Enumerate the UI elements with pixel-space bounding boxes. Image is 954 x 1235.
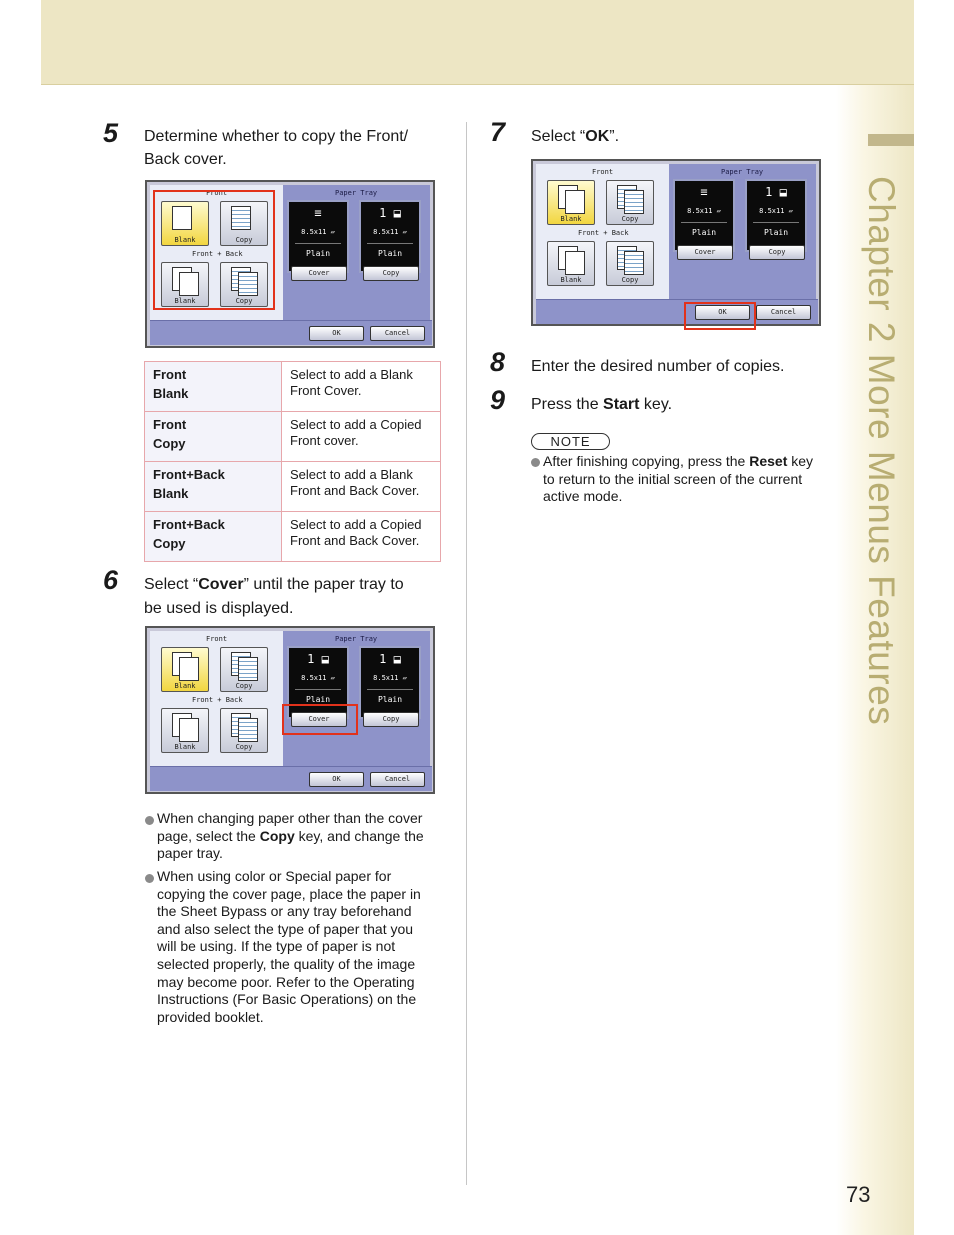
tray-divider xyxy=(367,243,413,244)
front-back-label: Front + Back xyxy=(192,696,243,704)
screenshot-step-6 xyxy=(145,626,435,794)
step-7-pre: Select “ xyxy=(531,128,586,145)
screenshot-step-5 xyxy=(145,180,435,348)
value-line-2: Front Cover. xyxy=(290,383,362,398)
tray-2[interactable] xyxy=(359,646,421,719)
copy-keyword: Copy xyxy=(259,827,295,844)
note-line: to return to the initial screen of the current xyxy=(543,470,803,487)
table-value xyxy=(282,412,441,462)
tray-icon: 1 ⬓ xyxy=(379,206,401,220)
copy-button[interactable]: Copy xyxy=(363,712,419,727)
step-7-text xyxy=(531,125,619,148)
bullet-text xyxy=(145,868,445,1026)
step-9-text xyxy=(531,393,672,416)
tray-type: Plain xyxy=(691,228,717,237)
tray-divider xyxy=(367,689,413,690)
copy-page-icon xyxy=(238,657,258,681)
step-9-start-keyword: Start xyxy=(603,396,640,413)
step-6-post: ” until the paper tray to xyxy=(243,576,404,593)
bullet-line: When changing paper other than the cover xyxy=(157,810,423,826)
tray-type: Plain xyxy=(763,228,789,237)
tile-label: Copy xyxy=(621,276,639,284)
value-line-1: Select to add a Blank xyxy=(290,367,413,382)
key-line-2: Copy xyxy=(153,436,186,451)
bullet-change-paper xyxy=(145,810,445,863)
reset-keyword: Reset xyxy=(749,453,788,469)
value-line-2: Front cover. xyxy=(290,433,359,448)
bullet-line: the Sheet Bypass or any tray beforehand xyxy=(157,903,412,920)
tray-type: Plain xyxy=(305,695,331,704)
table-key xyxy=(145,412,282,462)
table-value xyxy=(282,362,441,412)
ok-button[interactable]: OK xyxy=(309,326,364,341)
tray-size: 8.5x11 ▱ xyxy=(687,207,721,215)
paper-tray-panel xyxy=(283,185,430,320)
bullet-line: When using color or Special paper for xyxy=(157,868,392,884)
step-8-number: 8 xyxy=(490,347,506,377)
screen-footer xyxy=(150,766,432,791)
tile-label: Copy xyxy=(235,682,253,690)
step-6-number: 6 xyxy=(103,565,119,595)
cover-button[interactable]: Cover xyxy=(291,712,347,727)
step-9-post: key. xyxy=(639,396,673,413)
tray-2[interactable] xyxy=(745,179,807,252)
bullet-line: copying the cover page, place the paper in xyxy=(157,885,421,902)
tile-label: Blank xyxy=(560,276,582,284)
screen-footer xyxy=(536,299,818,324)
step-7-number: 7 xyxy=(490,117,506,147)
highlight-cover-button xyxy=(282,704,358,735)
cancel-button[interactable]: Cancel xyxy=(370,326,425,341)
front-back-label: Front + Back xyxy=(578,229,629,237)
bullet-line: and also select the type of paper that you xyxy=(157,920,414,937)
bullet-line: key, and change the xyxy=(294,827,424,844)
bullet-text xyxy=(145,810,445,863)
cover-button[interactable]: Cover xyxy=(677,245,733,260)
blank-page-icon xyxy=(179,657,199,681)
note-badge: NOTE xyxy=(531,433,610,450)
front-copy-tile[interactable] xyxy=(606,180,654,225)
bullet-special-paper xyxy=(145,868,445,1026)
copy-button[interactable]: Copy xyxy=(749,245,805,260)
note-line: key xyxy=(787,453,814,469)
value-line-2: Front and Back Cover. xyxy=(290,483,420,498)
key-line-1: Front xyxy=(153,367,187,382)
bullet-line: will be using. If the type of paper is not xyxy=(157,938,396,955)
front-back-label: Front + Back xyxy=(192,250,243,258)
copy-page-icon xyxy=(624,190,644,214)
tray-1[interactable] xyxy=(287,200,349,273)
step-6-line-2: be used is displayed. xyxy=(144,600,294,617)
step-5-text xyxy=(144,125,408,171)
tray-icon: 1 ⬓ xyxy=(765,185,787,199)
tile-label: Blank xyxy=(174,743,196,751)
tray-icon: 1 ⬓ xyxy=(379,652,401,666)
step-7-post: ”. xyxy=(609,128,620,145)
tray-divider xyxy=(753,222,799,223)
tray-size: 8.5x11 ▱ xyxy=(373,228,407,236)
step-5-line-1: Determine whether to copy the Front/ xyxy=(144,128,409,145)
step-6-cover-keyword: Cover xyxy=(198,576,244,593)
step-5-number: 5 xyxy=(103,118,119,148)
highlight-cover-options xyxy=(153,190,275,310)
blank-page-icon xyxy=(179,718,199,742)
column-divider xyxy=(466,122,467,1185)
value-line-1: Select to add a Copied xyxy=(290,417,422,432)
tile-label: Copy xyxy=(235,236,253,244)
table-value xyxy=(282,512,441,562)
step-9-pre: Press the xyxy=(531,396,604,413)
cover-button[interactable]: Cover xyxy=(291,266,347,281)
front-back-blank-tile[interactable] xyxy=(547,241,595,286)
chapter-title-text: Chapter 2 More Menus Features xyxy=(861,176,902,726)
front-blank-tile[interactable] xyxy=(161,647,209,692)
cover-options-panel xyxy=(536,164,669,299)
blank-page-icon xyxy=(565,190,585,214)
key-line-2: Blank xyxy=(153,386,189,401)
key-line-1: Front+Back xyxy=(153,467,225,482)
page-number: 73 xyxy=(846,1182,871,1207)
key-line-1: Front+Back xyxy=(153,517,225,532)
copy-button[interactable]: Copy xyxy=(363,266,419,281)
key-line-2: Copy xyxy=(153,536,186,551)
paper-tray-label: Paper Tray xyxy=(335,189,378,197)
copy-page-icon xyxy=(624,251,644,275)
blank-page-icon xyxy=(565,251,585,275)
bullet-dot xyxy=(531,458,540,467)
bullet-dot xyxy=(145,816,154,825)
front-label: Front xyxy=(206,189,228,197)
tray-size: 8.5x11 ▱ xyxy=(301,228,335,236)
tray-icon: ≡ xyxy=(314,206,322,220)
header-band xyxy=(41,0,914,85)
front-back-copy-tile[interactable] xyxy=(220,708,268,753)
tray-divider xyxy=(295,689,341,690)
tray-size: 8.5x11 ▱ xyxy=(759,207,793,215)
step-7-ok-keyword: OK xyxy=(585,128,610,145)
tile-label: Blank xyxy=(174,297,196,305)
step-6-text xyxy=(144,573,404,621)
ok-button[interactable]: OK xyxy=(309,772,364,787)
tray-size: 8.5x11 ▱ xyxy=(301,674,335,682)
tray-1[interactable] xyxy=(673,179,735,252)
paper-tray-panel xyxy=(669,164,816,299)
bullet-line: page, select the xyxy=(157,827,260,844)
step-8-text: Enter the desired number of copies. xyxy=(531,358,785,375)
bullet-line: provided booklet. xyxy=(157,1008,264,1025)
step-6-pre: Select “ xyxy=(144,576,199,593)
tray-size: 8.5x11 ▱ xyxy=(373,674,407,682)
tile-label: Blank xyxy=(174,236,196,244)
tile-label: Copy xyxy=(235,297,253,305)
tray-divider xyxy=(681,222,727,223)
front-blank-tile[interactable] xyxy=(547,180,595,225)
value-line-2: Front and Back Cover. xyxy=(290,533,420,548)
table-row xyxy=(145,462,441,512)
table-key xyxy=(145,462,282,512)
tile-label: Blank xyxy=(560,215,582,223)
paper-tray-label: Paper Tray xyxy=(335,635,378,643)
note-line: active mode. xyxy=(543,488,623,505)
tile-label: Copy xyxy=(235,743,253,751)
front-copy-tile[interactable] xyxy=(220,647,268,692)
front-back-blank-tile[interactable] xyxy=(161,708,209,753)
table-row xyxy=(145,512,441,562)
table-row xyxy=(145,412,441,462)
cover-options-panel xyxy=(150,631,283,766)
cancel-button[interactable]: Cancel xyxy=(756,305,811,320)
note-body xyxy=(531,453,831,506)
key-line-2: Blank xyxy=(153,486,189,501)
step-9-number: 9 xyxy=(490,385,506,415)
table-value xyxy=(282,462,441,512)
ok-button[interactable]: OK xyxy=(695,305,750,320)
screen-footer xyxy=(150,320,432,345)
value-line-1: Select to add a Blank xyxy=(290,467,413,482)
note-text xyxy=(531,453,831,506)
copy-page-icon xyxy=(238,718,258,742)
chapter-title xyxy=(860,176,910,726)
bullet-line: paper tray. xyxy=(157,845,223,862)
chapter-tab-marker xyxy=(868,134,914,146)
tray-type: Plain xyxy=(377,249,403,258)
tray-icon: 1 ⬓ xyxy=(307,652,329,666)
bullet-line: Instructions (For Basic Operations) on the xyxy=(157,991,417,1008)
tray-type: Plain xyxy=(377,695,403,704)
step-5-line-2: Back cover. xyxy=(144,151,227,168)
bullet-dot xyxy=(145,874,154,883)
bullet-line: selected properly, the quality of the image xyxy=(157,955,416,972)
note-line: After finishing copying, press the xyxy=(543,453,750,469)
tray-icon: ≡ xyxy=(700,185,708,199)
paper-tray-panel xyxy=(283,631,430,766)
table-key xyxy=(145,512,282,562)
paper-tray-label: Paper Tray xyxy=(721,168,764,176)
bullet-line: may become poor. Refer to the Operating xyxy=(157,973,415,990)
tray-2[interactable] xyxy=(359,200,421,273)
tray-divider xyxy=(295,243,341,244)
screenshot-step-7 xyxy=(531,159,821,326)
front-label: Front xyxy=(592,168,614,176)
key-line-1: Front xyxy=(153,417,187,432)
front-label: Front xyxy=(206,635,228,643)
tile-label: Copy xyxy=(621,215,639,223)
table-row xyxy=(145,362,441,412)
cancel-button[interactable]: Cancel xyxy=(370,772,425,787)
table-key xyxy=(145,362,282,412)
tile-label: Blank xyxy=(174,682,196,690)
tray-type: Plain xyxy=(305,249,331,258)
highlight-ok-button xyxy=(684,302,756,330)
value-line-1: Select to add a Copied xyxy=(290,517,422,532)
front-back-copy-tile[interactable] xyxy=(606,241,654,286)
cover-options-table xyxy=(144,361,441,562)
